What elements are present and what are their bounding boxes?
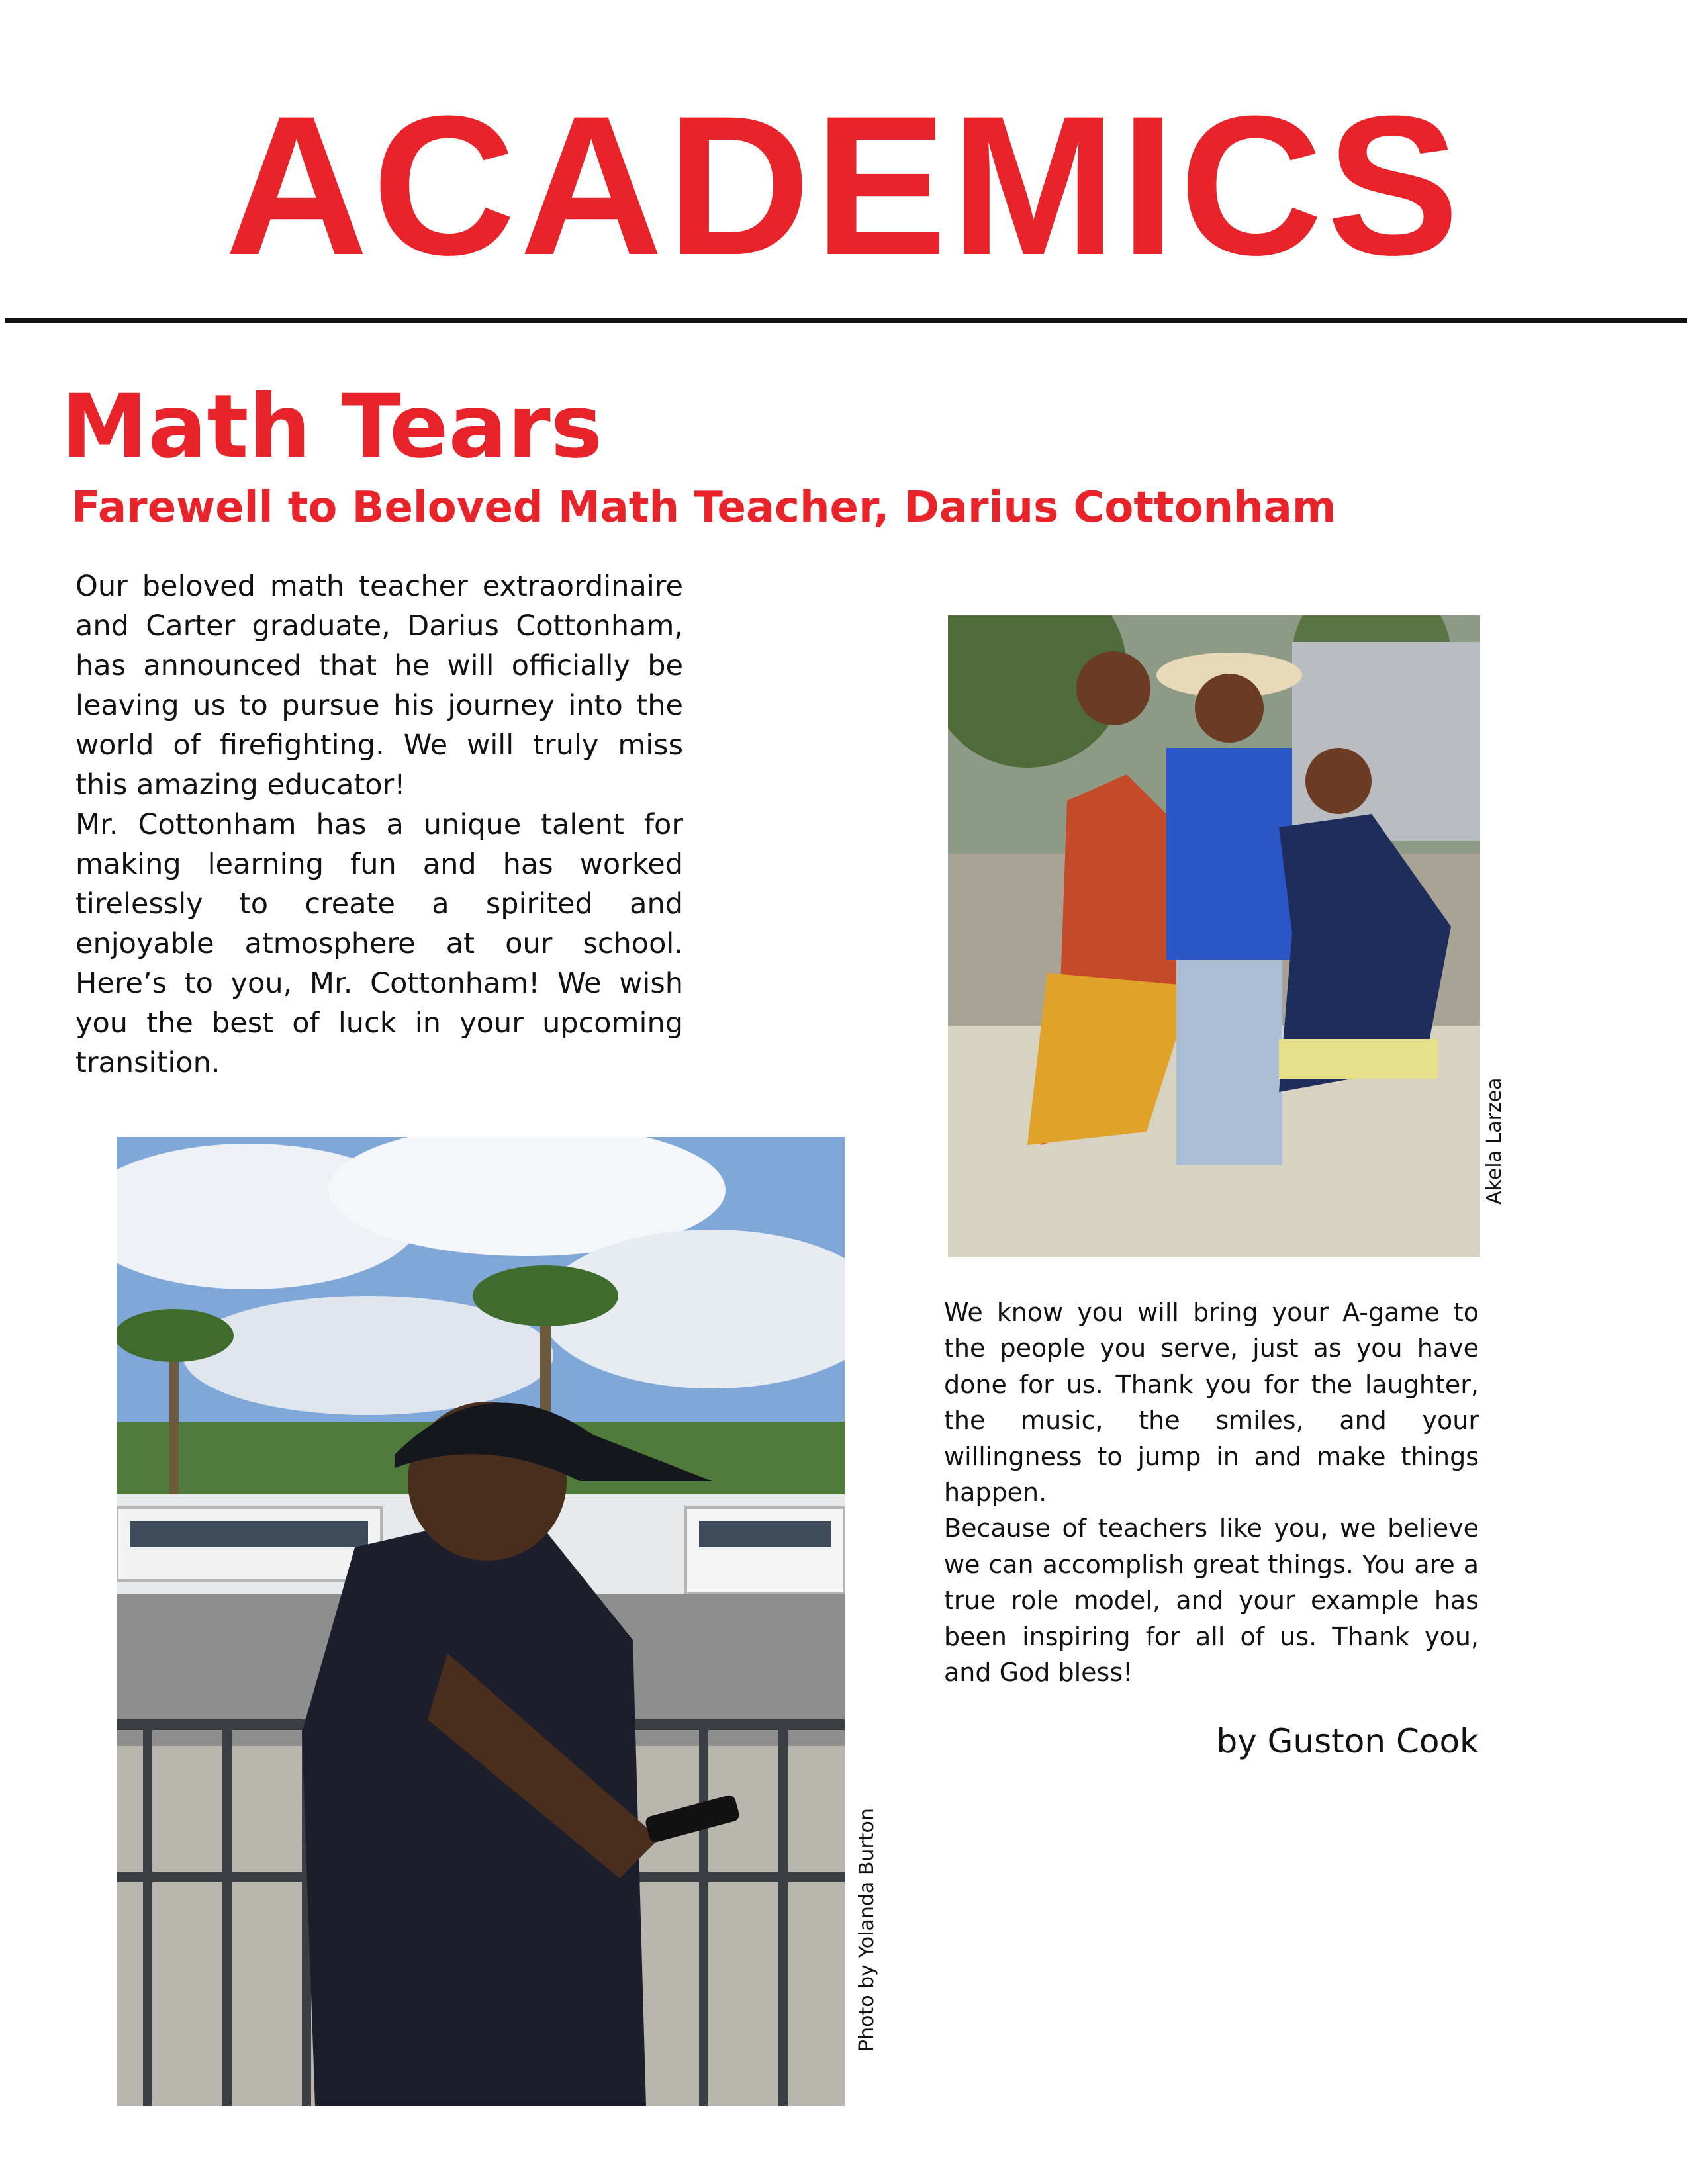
article-paragraph: We know you will bring your A-game to the people you serve, just as you have done for us. Thank you for the laughter, the music, the smiles, and your willingness to jump in and make things happen. xyxy=(944,1298,1479,1508)
group-photo-illustration xyxy=(948,615,1480,1257)
article-body-right xyxy=(944,1295,1479,1690)
article-paragraph: Because of teachers like you, we believe we can accomplish great things. You are a true role model, and your example has been inspiring for all of us. Thank you, and God bless! xyxy=(944,1514,1479,1688)
header-divider xyxy=(5,318,1687,323)
article-paragraph: Mr. Cottonham has a unique talent for making learning fun and has worked tirelessly to create a spirited and enjoyable atmosphere at our school. Here’s to you, Mr. Cottonham! We wish you the best of luck in your upcoming transition. xyxy=(75,808,683,1079)
portrait-photo xyxy=(117,1137,845,2106)
article-paragraph: Our beloved math teacher extraordinaire and Carter graduate, Darius Cottonham, has announced that he will officially be leaving us to pursue his journey into the world of firefighting. We will truly miss this amazing educator! xyxy=(75,570,683,801)
article-body-left xyxy=(75,567,683,1083)
article-headline: Math Tears xyxy=(61,376,603,478)
portrait-photo-credit: Photo by Yolanda Burton xyxy=(855,1808,878,2052)
group-photo xyxy=(948,615,1480,1257)
section-title: ACADEMICS xyxy=(224,74,1464,296)
article-subheadline: Farewell to Beloved Math Teacher, Darius Cottonham xyxy=(71,483,1336,532)
article-byline: by Guston Cook xyxy=(1216,1722,1479,1760)
portrait-photo-illustration xyxy=(117,1137,845,2106)
group-photo-credit: Akela Larzea xyxy=(1483,1077,1506,1205)
